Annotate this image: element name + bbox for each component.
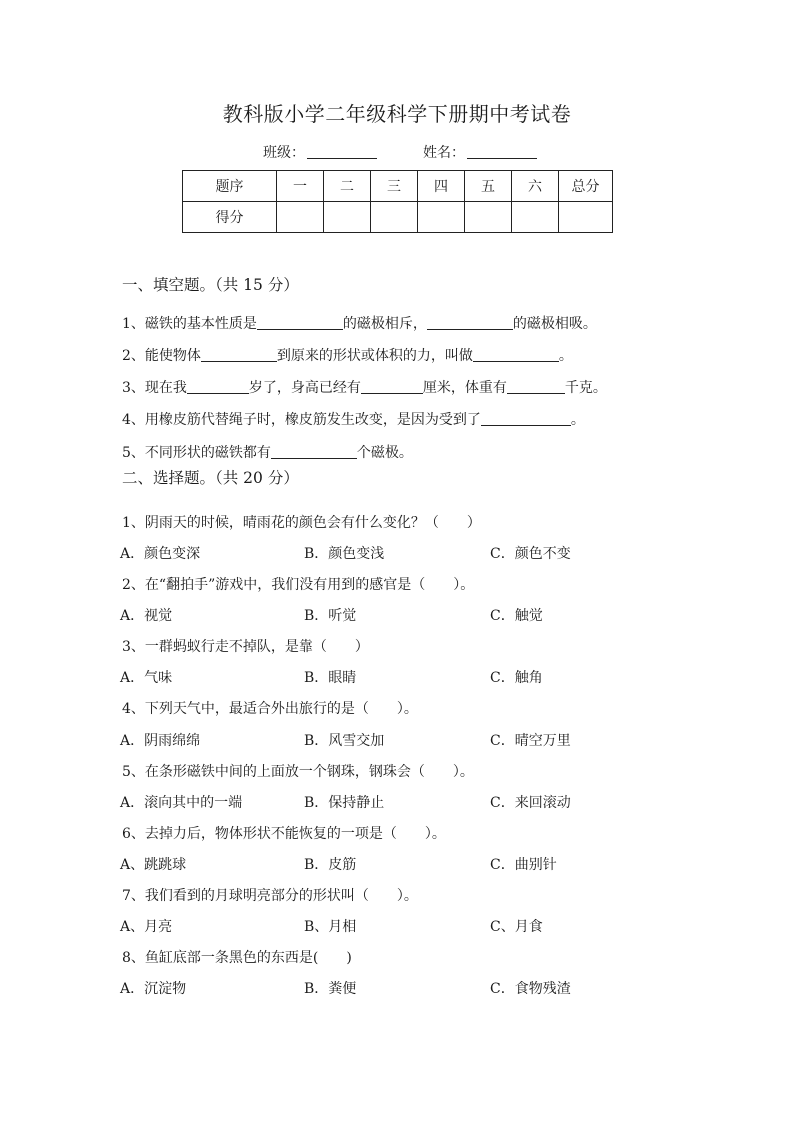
option-b[interactable]: B．眼睛 bbox=[304, 670, 357, 686]
student-info bbox=[263, 142, 537, 162]
option-row bbox=[120, 667, 620, 687]
fill-item: 4、用橡皮筋代替绳子时，橡皮筋发生改变，是因为受到了 。 bbox=[122, 412, 585, 428]
score-header-cell: 四 bbox=[418, 171, 465, 202]
page-title: 教科版小学二年级科学下册期中考试卷 bbox=[222, 102, 572, 126]
question-text: 8、鱼缸底部一条黑色的东西是( ) bbox=[122, 950, 352, 966]
score-cell[interactable] bbox=[512, 202, 559, 233]
answer-blank[interactable] bbox=[271, 444, 357, 459]
option-a[interactable]: A．气味 bbox=[120, 670, 173, 686]
option-c[interactable]: C．晴空万里 bbox=[490, 733, 571, 749]
option-b[interactable]: B．风雪交加 bbox=[304, 733, 385, 749]
option-b[interactable]: B．颜色变浅 bbox=[304, 546, 385, 562]
option-a[interactable]: A．沉淀物 bbox=[120, 981, 187, 997]
answer-blank[interactable] bbox=[427, 315, 513, 330]
option-c[interactable]: C．触角 bbox=[490, 670, 543, 686]
score-header-row bbox=[183, 171, 613, 202]
option-a[interactable]: A、跳跳球 bbox=[120, 857, 187, 873]
class-label: 班级： bbox=[263, 145, 305, 161]
score-header-cell: 五 bbox=[465, 171, 512, 202]
option-row bbox=[120, 854, 620, 874]
answer-blank[interactable] bbox=[507, 379, 565, 394]
option-c[interactable]: C、月食 bbox=[490, 919, 543, 935]
question-text: 1、阴雨天的时候，晴雨花的颜色会有什么变化？（ ） bbox=[122, 515, 481, 531]
fill-item: 2、能使物体 到原来的形状或体积的力，叫做 。 bbox=[122, 348, 573, 364]
score-cell[interactable] bbox=[418, 202, 465, 233]
answer-blank[interactable] bbox=[201, 347, 277, 362]
score-header-cell: 一 bbox=[277, 171, 324, 202]
option-c[interactable]: C．来回滚动 bbox=[490, 795, 571, 811]
option-c[interactable]: C．触觉 bbox=[490, 608, 543, 624]
score-header-cell: 六 bbox=[512, 171, 559, 202]
option-row bbox=[120, 543, 620, 563]
score-table bbox=[182, 170, 613, 233]
option-row bbox=[120, 978, 620, 998]
score-cell[interactable] bbox=[465, 202, 512, 233]
question-text: 3、一群蚂蚁行走不掉队，是靠（ ） bbox=[122, 639, 369, 655]
option-a[interactable]: A．阴雨绵绵 bbox=[120, 733, 201, 749]
score-row-label: 得分 bbox=[183, 202, 277, 233]
answer-blank[interactable] bbox=[361, 379, 423, 394]
name-label: 姓名： bbox=[423, 145, 465, 161]
score-row bbox=[183, 202, 613, 233]
option-a[interactable]: A．颜色变深 bbox=[120, 546, 201, 562]
option-a[interactable]: A．滚向其中的一端 bbox=[120, 795, 243, 811]
option-c[interactable]: C．食物残渣 bbox=[490, 981, 571, 997]
fill-item: 1、磁铁的基本性质是 的磁极相斥， 的磁极相吸。 bbox=[122, 316, 597, 332]
fill-item: 3、现在我 岁了，身高已经有 厘米，体重有 千克。 bbox=[122, 380, 607, 396]
class-blank[interactable] bbox=[307, 144, 377, 159]
question-text: 7、我们看到的月球明亮部分的形状叫（ ）。 bbox=[122, 888, 418, 904]
option-row bbox=[120, 916, 620, 936]
option-row bbox=[120, 605, 620, 625]
option-c[interactable]: C．颜色不变 bbox=[490, 546, 571, 562]
score-header-cell: 总分 bbox=[559, 171, 613, 202]
option-b[interactable]: B、月相 bbox=[304, 919, 357, 935]
section-heading: 一、填空题。（共 15 分） bbox=[122, 276, 299, 294]
score-header-cell: 二 bbox=[324, 171, 371, 202]
option-a[interactable]: A．视觉 bbox=[120, 608, 173, 624]
option-row bbox=[120, 730, 620, 750]
score-header-cell: 三 bbox=[371, 171, 418, 202]
score-cell[interactable] bbox=[559, 202, 613, 233]
answer-blank[interactable] bbox=[473, 347, 559, 362]
answer-blank[interactable] bbox=[187, 379, 249, 394]
option-b[interactable]: B．粪便 bbox=[304, 981, 357, 997]
score-header-cell: 题序 bbox=[183, 171, 277, 202]
answer-blank[interactable] bbox=[257, 315, 343, 330]
score-cell[interactable] bbox=[324, 202, 371, 233]
option-b[interactable]: B．听觉 bbox=[304, 608, 357, 624]
question-text: 5、在条形磁铁中间的上面放一个钢珠，钢珠会（ ）。 bbox=[122, 764, 474, 780]
score-cell[interactable] bbox=[277, 202, 324, 233]
name-blank[interactable] bbox=[467, 144, 537, 159]
question-text: 4、下列天气中，最适合外出旅行的是（ ）。 bbox=[122, 701, 418, 717]
score-cell[interactable] bbox=[371, 202, 418, 233]
fill-item: 5、不同形状的磁铁都有 个磁极。 bbox=[122, 445, 413, 461]
option-row bbox=[120, 792, 620, 812]
option-b[interactable]: B．皮筋 bbox=[304, 857, 357, 873]
option-c[interactable]: C．曲别针 bbox=[490, 857, 557, 873]
answer-blank[interactable] bbox=[481, 411, 571, 426]
section-heading: 二、选择题。（共 20 分） bbox=[122, 469, 299, 487]
question-text: 6、去掉力后，物体形状不能恢复的一项是（ ）。 bbox=[122, 826, 446, 842]
question-text: 2、在“翻拍手”游戏中，我们没有用到的感官是（ ）。 bbox=[122, 577, 475, 593]
option-a[interactable]: A、月亮 bbox=[120, 919, 173, 935]
option-b[interactable]: B．保持静止 bbox=[304, 795, 385, 811]
